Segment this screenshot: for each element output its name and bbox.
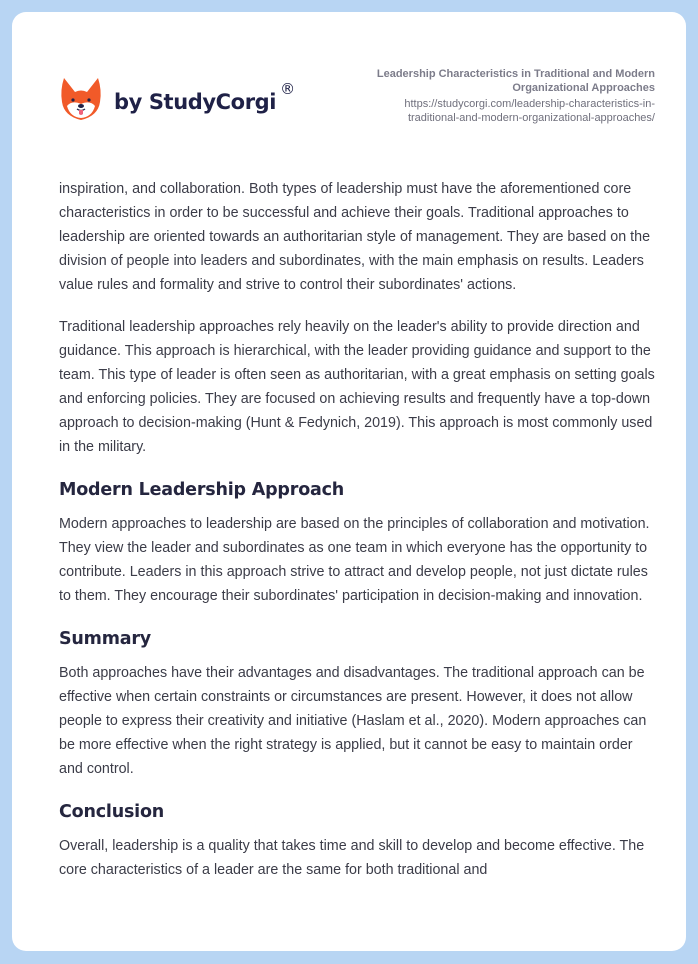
- section-heading-modern: Modern Leadership Approach: [59, 480, 345, 500]
- section-heading-summary: Summary: [59, 629, 151, 649]
- registered-mark: ®: [280, 80, 296, 98]
- document-title: Leadership Characteristics in Traditional and Modern Organizational Approaches: [376, 68, 655, 94]
- logo-text: by StudyCorgi: [114, 90, 277, 114]
- document-body: [59, 177, 659, 900]
- studycorgi-logo[interactable]: [60, 76, 295, 122]
- corgi-icon: [60, 76, 102, 122]
- paragraph: inspiration, and collaboration. Both types of leadership must have the aforementioned core characteristics in order to be successful and achieve their goals. Traditional approaches to leadership are oriented towards an authoritarian style of management. They are based on the division of people into leaders and subordinates, with the main emphasis on results. Leaders value rules and formality and strive to control their subordinates' actions.: [59, 181, 651, 293]
- paragraph: Both approaches have their advantages and disadvantages. The traditional approach can be effective when certain constraints or circumstances are present. However, it does not allow people to express their creativity and initiative (Haslam et al., 2020). Modern approaches can be more effective when the right strategy is applied, but it cannot be easy to maintain order and control.: [59, 665, 647, 777]
- page-header: [12, 12, 686, 162]
- document-page: [12, 12, 686, 951]
- paragraph: Modern approaches to leadership are based on the principles of collaboration and motivation. They view the leader and subordinates as one team in which everyone has the opportunity to contribute. Leaders in this approach strive to attract and develop people, not just dictate rules to them. They encourage their subordinates' participation in decision-making and innovation.: [59, 516, 650, 604]
- document-meta: [315, 67, 655, 125]
- paragraph: Traditional leadership approaches rely heavily on the leader's ability to provide direction and guidance. This approach is hierarchical, with the leader providing guidance and support to the team. This type of leader is often seen as authoritarian, with a great emphasis on setting goals and enforcing policies. They are focused on achieving results and frequently have a top-down approach to decision-making (Hunt & Fedynich, 2019). This approach is most commonly used in the military.: [59, 319, 655, 455]
- paragraph: Overall, leadership is a quality that takes time and skill to develop and become effective. The core characteristics of a leader are the same for both traditional and: [59, 838, 645, 878]
- section-heading-conclusion: Conclusion: [59, 802, 165, 822]
- document-url[interactable]: https://studycorgi.com/leadership-characteristics-in- traditional-and-modern-organizational-approaches/: [404, 98, 655, 124]
